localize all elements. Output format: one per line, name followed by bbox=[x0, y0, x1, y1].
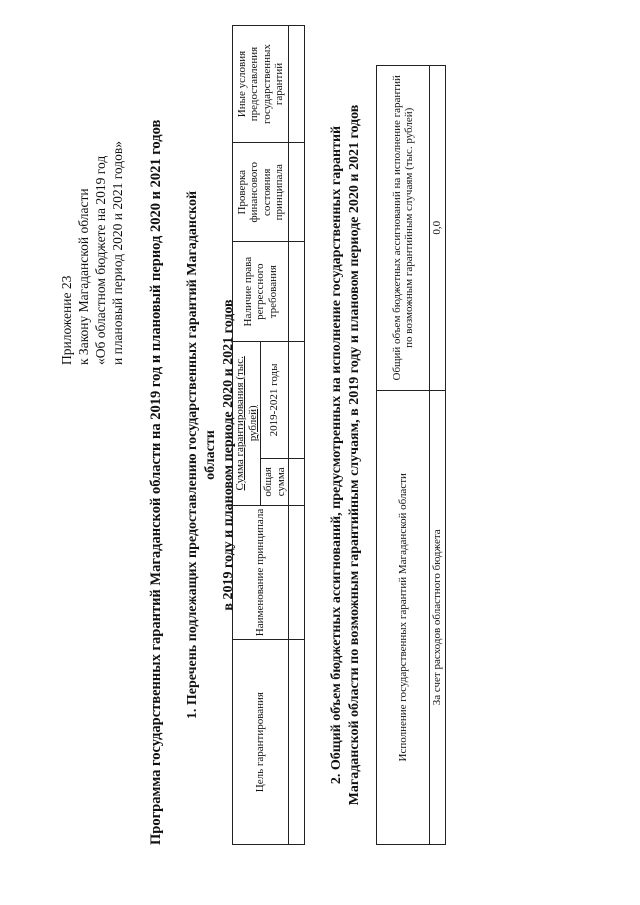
header-volume: Общий объем бюджетных ассигнований на исполнение гарантий по возможным гарантийным случаям (тыс. рублей) bbox=[377, 66, 430, 391]
header-other-conditions: Иные условия предоставления государственных гарантий bbox=[233, 26, 289, 143]
header-principal: Наименование принципала bbox=[233, 505, 289, 640]
header-execution: Исполнение государственных гарантий Магаданской области bbox=[377, 390, 430, 844]
table-cell bbox=[289, 341, 305, 458]
header-sum-total: общая сумма bbox=[261, 458, 289, 505]
table-cell bbox=[289, 26, 305, 143]
table-row bbox=[430, 66, 446, 845]
row-value: 0,0 bbox=[430, 66, 446, 391]
header-sum-years: 2019-2021 годы bbox=[261, 341, 289, 458]
table-cell bbox=[289, 458, 305, 505]
section1-heading bbox=[184, 165, 238, 745]
appendix-law-period: и плановый период 2020 и 2021 годов» bbox=[110, 140, 125, 365]
section2-heading-line1: 2. Общий объем бюджетных ассигнований, предусмотренных на исполнение государственных гарантий bbox=[329, 125, 344, 785]
appropriations-table bbox=[376, 65, 446, 845]
table-cell bbox=[289, 143, 305, 242]
section1-heading-line2: в 2019 году и плановом периоде 2020 и 2021 годов bbox=[221, 299, 236, 611]
page-title: Программа государственных гарантий Магаданской области на 2019 год и плановый период 2020 и 2021 годов bbox=[148, 119, 164, 845]
header-regress: Наличие права регрессного требования bbox=[233, 242, 289, 341]
table-cell bbox=[289, 640, 305, 845]
table-header-row bbox=[377, 66, 430, 845]
appendix-header bbox=[58, 65, 126, 365]
header-sum-group: Сумма гарантирования (тыс. рублей) bbox=[233, 341, 261, 505]
header-purpose: Цель гарантирования bbox=[233, 640, 289, 845]
section2-heading-line2: Магаданской области по возможным гарантийным случаям, в 2019 году и плановом периоде 2020 и 2021 годов bbox=[347, 104, 362, 806]
appendix-law-title: «Об областном бюджете на 2019 год bbox=[93, 155, 108, 365]
appendix-law-ref: к Закону Магаданской области bbox=[76, 188, 91, 365]
section2-heading bbox=[328, 45, 364, 865]
row-label: За счет расходов областного бюджета bbox=[430, 390, 446, 844]
section1-heading-line1: 1. Перечень подлежащих предоставлению государственных гарантий Магаданской области bbox=[185, 190, 218, 720]
guarantees-table bbox=[232, 25, 305, 845]
table-header-row bbox=[233, 26, 261, 845]
table-cell bbox=[289, 242, 305, 341]
header-financial-check: Проверка финансового состояния принципала bbox=[233, 143, 289, 242]
appendix-number: Приложение 23 bbox=[59, 275, 74, 365]
table-row bbox=[289, 26, 305, 845]
table-cell bbox=[289, 505, 305, 640]
